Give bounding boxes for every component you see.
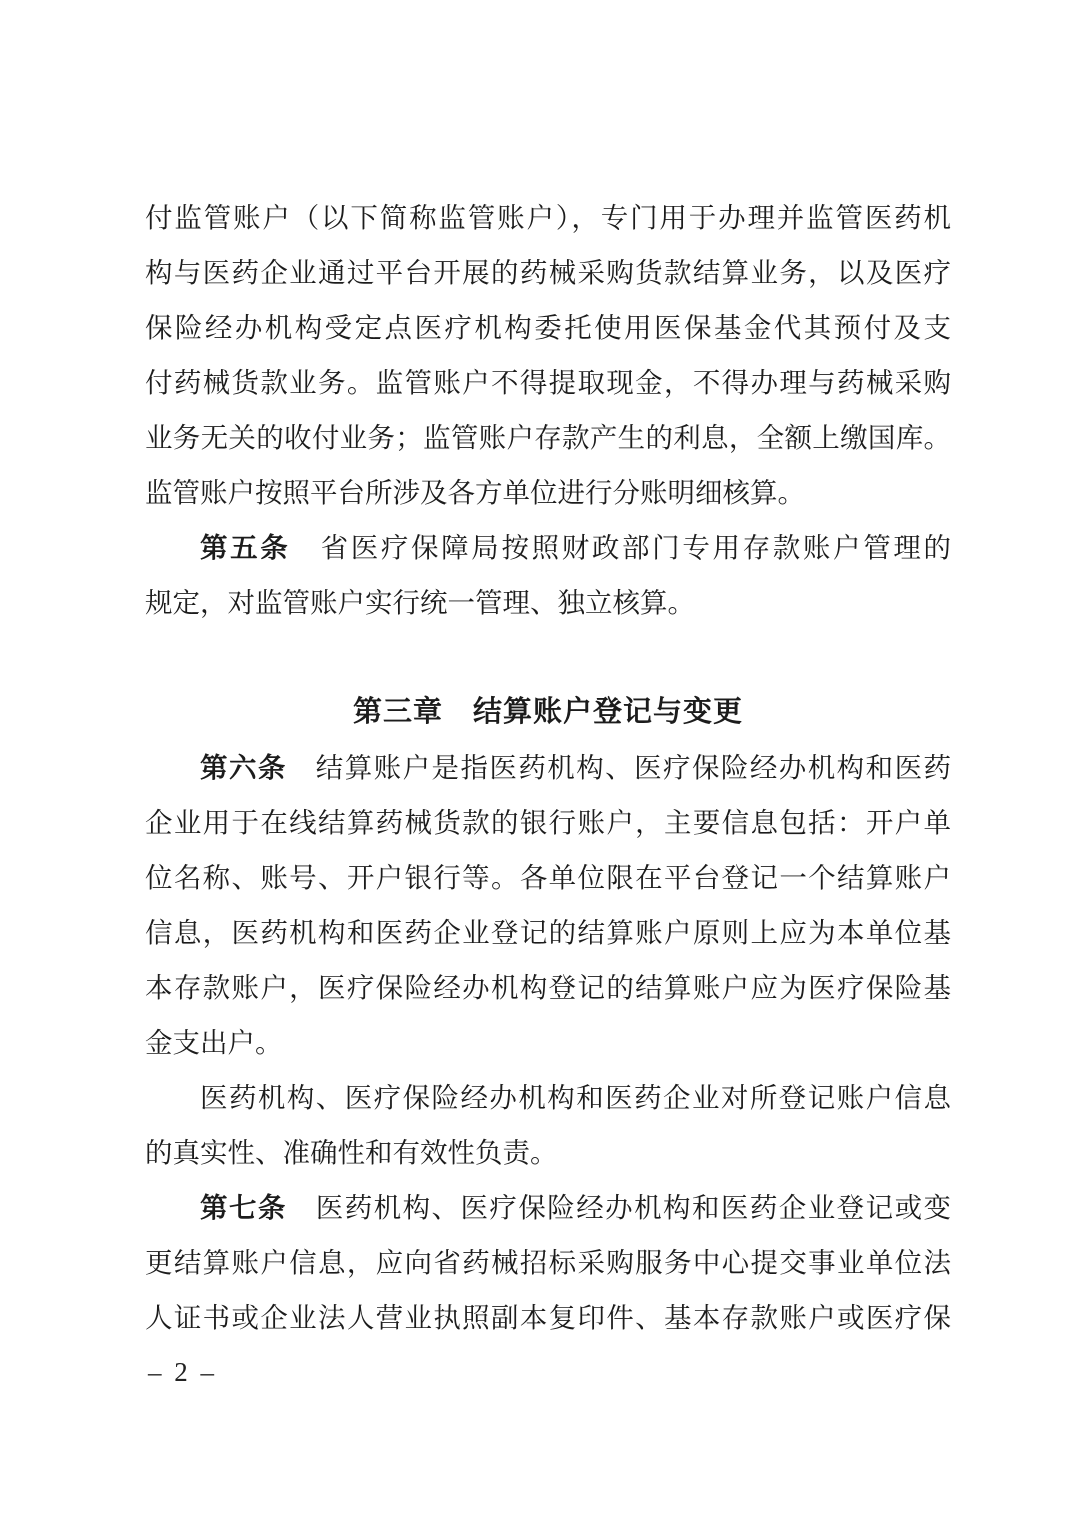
- text-line: 规定，对监管账户实行统一管理、独立核算。: [145, 587, 695, 618]
- text-line: 监管账户按照平台所涉及各方单位进行分账明细核算。: [145, 477, 805, 508]
- text-line: 金支出户。: [145, 1027, 283, 1058]
- text-line: 第七条 医药机构、医疗保险经办机构和医药企业登记或变: [200, 1192, 952, 1223]
- article-number: 第五条: [200, 532, 291, 563]
- text-line: 的真实性、准确性和有效性负责。: [145, 1137, 558, 1168]
- text-line: 人证书或企业法人营业执照副本复印件、基本存款账户或医疗保: [145, 1302, 951, 1333]
- article-number: 第七条: [200, 1192, 287, 1223]
- text-line: 付监管账户（以下简称监管账户），专门用于办理并监管医药机: [145, 202, 951, 233]
- text-line: 本存款账户，医疗保险经办机构登记的结算账户应为医疗保险基: [145, 972, 951, 1003]
- text-line: 第六条 结算账户是指医药机构、医疗保险经办机构和医药: [200, 752, 952, 783]
- text-line: 第五条 省医疗保障局按照财政部门专用存款账户管理的: [200, 532, 951, 563]
- document-body: [145, 190, 951, 1345]
- text-line: 业务无关的收付业务；监管账户存款产生的利息，全额上缴国库。: [145, 422, 951, 453]
- text-line: 更结算账户信息，应向省药械招标采购服务中心提交事业单位法: [145, 1247, 951, 1278]
- page-number: – 2 –: [148, 1357, 217, 1387]
- text-line: 信息，医药机构和医药企业登记的结算账户原则上应为本单位基: [145, 917, 951, 948]
- text-line: 保险经办机构受定点医疗机构委托使用医保基金代其预付及支: [145, 312, 951, 343]
- text-line: 付药械货款业务。监管账户不得提取现金，不得办理与药械采购: [145, 367, 951, 398]
- blank-line: [145, 630, 951, 685]
- text-line: 企业用于在线结算药械货款的银行账户，主要信息包括：开户单: [145, 807, 951, 838]
- article-number: 第六条: [200, 752, 287, 783]
- text-line: 位名称、账号、开户银行等。各单位限在平台登记一个结算账户: [145, 862, 951, 893]
- text-line: 构与医药企业通过平台开展的药械采购货款结算业务，以及医疗: [145, 257, 951, 288]
- text-line: 医药机构、医疗保险经办机构和医药企业对所登记账户信息: [200, 1082, 951, 1113]
- chapter-heading: 第三章 结算账户登记与变更: [352, 696, 743, 728]
